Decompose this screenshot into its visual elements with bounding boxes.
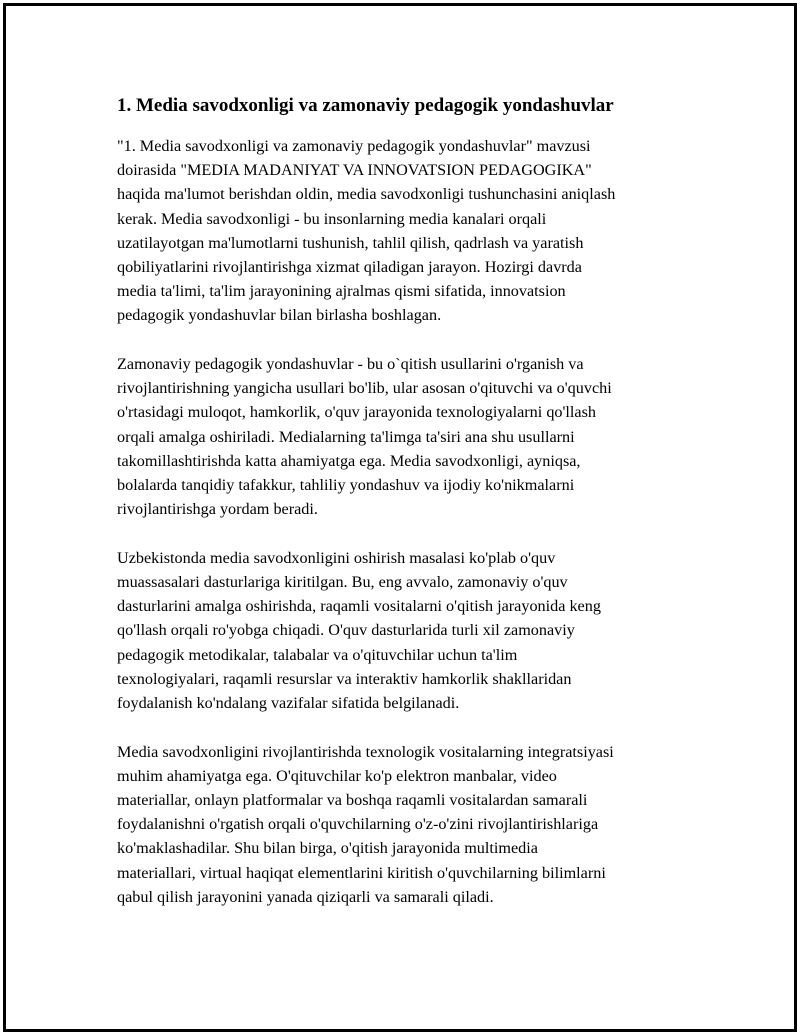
paragraph-1 bbox=[117, 134, 677, 328]
text-line: takomillashtirishda katta ahamiyatga ega. Media savodxonligi, ayniqsa, bbox=[117, 451, 581, 470]
text-line: Uzbekistonda media savodxonligini oshirish masalasi ko'plab o'quv bbox=[117, 548, 556, 567]
paragraph-2 bbox=[117, 352, 677, 521]
text-line: kerak. Media savodxonligi - bu insonlarning media kanalari orqali bbox=[117, 209, 547, 228]
text-line: orqali amalga oshiriladi. Medialarning ta'limga ta'siri ana shu usullarni bbox=[117, 427, 575, 446]
paragraph-4 bbox=[117, 740, 677, 909]
text-line: "1. Media savodxonligi va zamonaviy pedagogik yondashuvlar" mavzusi bbox=[117, 137, 591, 155]
document-body bbox=[117, 92, 677, 933]
text-line: haqida ma'lumot berishdan oldin, media savodxonligi tushunchasini aniqlash bbox=[117, 185, 616, 204]
text-line: bolalarda tanqidiy tafakkur, tahliliy yondashuv va ijodiy ko'nikmalarni bbox=[117, 476, 575, 495]
section-heading: 1. Media savodxonligi va zamonaviy pedagogik yondashuvlar bbox=[117, 95, 614, 116]
text-line: qabul qilish jarayonini yanada qiziqarli va samarali qiladi. bbox=[117, 887, 494, 906]
text-line: qo'llash orqali ro'yobga chiqadi. O'quv dasturlarida turli xil zamonaviy bbox=[117, 621, 575, 640]
text-line: pedagogik yondashuvlar bilan birlasha boshlagan. bbox=[117, 306, 442, 325]
paragraph-3 bbox=[117, 546, 677, 715]
text-line: foydalanishni o'rgatish orqali o'quvchilarning o'z-o'zini rivojlantirishlariga bbox=[117, 815, 599, 834]
text-line: dasturlarini amalga oshirishda, raqamli vositalarni o'qitish jarayonida keng bbox=[117, 597, 601, 616]
text-line: foydalanish ko'ndalang vazifalar sifatida belgilanadi. bbox=[117, 694, 460, 713]
text-line: ko'maklashadilar. Shu bilan birga, o'qitish jarayonida multimedia bbox=[117, 839, 538, 858]
text-line: o'rtasidagi muloqot, hamkorlik, o'quv jarayonida texnologiyalarni qo'llash bbox=[117, 403, 596, 422]
text-line: materiallari, virtual haqiqat elementlarini kiritish o'quvchilarning bilimlarni bbox=[117, 863, 606, 882]
text-line: media ta'limi, ta'lim jarayonining ajralmas qismi sifatida, innovatsion bbox=[117, 282, 566, 301]
text-line: Zamonaviy pedagogik yondashuvlar - bu o`qitish usullarini o'rganish va bbox=[117, 355, 584, 374]
text-line: texnologiyalari, raqamli resurslar va interaktiv hamkorlik shakllaridan bbox=[117, 669, 572, 688]
text-line: rivojlantirishning yangicha usullari bo'lib, ular asosan o'qituvchi va o'quvchi bbox=[117, 379, 612, 398]
text-line: doirasida "MEDIA MADANIYAT VA INNOVATSION PEDAGOGIKA" bbox=[117, 161, 592, 180]
text-line: materiallar, onlayn platformalar va boshqa raqamli vositalardan samarali bbox=[117, 791, 588, 810]
text-line: muassasalari dasturlariga kiritilgan. Bu, eng avvalo, zamonaviy o'quv bbox=[117, 573, 568, 592]
text-line: rivojlantirishga yordam beradi. bbox=[117, 500, 318, 519]
text-line: Media savodxonligini rivojlantirishda texnologik vositalarning integratsiyasi bbox=[117, 742, 614, 761]
text-line: qobiliyatlarini rivojlantirishga xizmat qiladigan jarayon. Hozirgi davrda bbox=[117, 258, 582, 277]
text-line: uzatilayotgan ma'lumotlarni tushunish, tahlil qilish, qadrlash va yaratish bbox=[117, 233, 584, 252]
text-line: pedagogik metodikalar, talabalar va o'qituvchilar uchun ta'lim bbox=[117, 645, 518, 664]
text-line: muhim ahamiyatga ega. O'qituvchilar ko'p elektron manbalar, video bbox=[117, 766, 557, 785]
